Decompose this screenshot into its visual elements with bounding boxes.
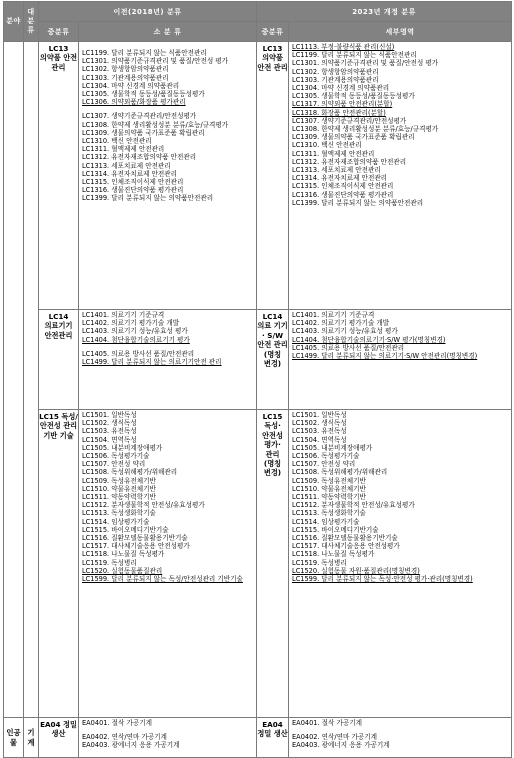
classification-table	[3, 1, 512, 758]
list-item: LC1502. 생식독성	[82, 419, 137, 428]
new-mid-lc14: LC14 의료 기기· S/W 안전 관리 (명칭 변경)	[257, 310, 289, 410]
list-item: LC1508. 독성위해평가/위해관리	[82, 468, 178, 477]
old-items-lc14	[79, 310, 257, 410]
list-item: LC1303. 기관계용의약품관리	[82, 73, 169, 82]
list-item: LC1401. 의료기기 기준규격	[82, 311, 165, 319]
list-item: LC1302. 항생항암의약품관리	[82, 65, 169, 74]
list-item: LC1520. 실험동물품질관리	[82, 566, 163, 575]
list-item: LC1508. 독성위해평가/위해관리	[292, 468, 388, 477]
header-field: 분야	[4, 2, 24, 42]
list-item: LC1504. 면역독성	[292, 435, 347, 444]
list-item: LC1305. 생물학적 동등성/품질동등성평가	[82, 90, 205, 99]
list-item: LC1307. 생약기준규격관리/안전성평가	[82, 112, 197, 121]
header-new-detail: 세부영역	[289, 22, 512, 42]
header-old-sub: 소 분 류	[79, 22, 257, 42]
list-item: LC1518. 나노물질 독성평가	[292, 550, 375, 559]
major-machine: 기계	[24, 718, 39, 758]
old-mid-lc14: LC14 의료기기 안전관리	[39, 310, 79, 410]
list-item: LC1312. 유전자재조합의약품 안전관리	[82, 153, 197, 162]
list-item: LC1518. 나노물질 독성평가	[82, 550, 165, 559]
list-item: LC1315. 인체조직이식제 안전관리	[82, 178, 184, 187]
list-item: LC1306. 의약외품/화장품 평가관리	[82, 98, 186, 107]
list-item: LC1311. 혈액제제 안전관리	[82, 145, 165, 154]
list-item: LC1501. 일반독성	[82, 411, 137, 419]
list-item: LC1520. 실험동물 자원·품질관리(명칭변경)	[292, 566, 420, 575]
list-item: LC1501. 일반독성	[292, 411, 347, 419]
list-item: LC1513. 독성생화학기술	[82, 509, 156, 518]
list-item: LC1404. 첨단융합기술의료기기 평가	[82, 335, 190, 344]
list-item: LC1402. 의료기기 평가기술 개발	[82, 319, 180, 328]
list-item: EA0402. 연삭/연마 가공기계	[82, 733, 167, 742]
header-old-mid: 중분류	[39, 22, 79, 42]
list-item: LC1313. 세포치료제 안전관리	[292, 166, 381, 175]
list-item: LC1113. 부정·불량식품 관리(신설)	[292, 43, 395, 51]
new-mid-ea04: EA04 정밀 생산	[257, 718, 289, 758]
new-mid-lc15: LC15 독성· 안전성 평가· 관리 (명칭 변경)	[257, 410, 289, 718]
list-item: LC1307. 생약기준규격관리/안전성평가	[292, 116, 407, 125]
list-item: LC1499. 달리 분류되지 않는 의료기기안전 관리	[82, 358, 222, 367]
list-item: LC1399. 달리 분류되지 않는 의약품안전관리	[82, 194, 214, 203]
list-item: LC1514. 임상평가기술	[82, 517, 150, 526]
list-item: LC1309. 생물의약품 국가표준품 확립관리	[292, 133, 415, 142]
list-item: LC1301. 의약품기준규격관리 및 품질/안전성 평가	[82, 57, 229, 66]
new-items-lc14	[289, 310, 512, 410]
list-item: LC1403. 의료기기 성능/유효성 평가	[82, 327, 188, 336]
list-item: LC1516. 질환모델동물활용기반기술	[292, 534, 398, 543]
list-item: LC1316. 생물진단의약품 평가관리	[82, 186, 184, 195]
list-item: LC1599. 달리 분류되지 않는 독성·안전성 평가·관리(명칭변경)	[292, 575, 473, 584]
list-item: LC1312. 유전자재조합의약품 안전관리	[292, 157, 407, 166]
list-item: LC1308. 한약제 생리활성성분 분류/효능/규격평가	[82, 120, 229, 129]
new-items-ea04	[289, 718, 512, 758]
list-item: LC1512. 분자생물학적 안전성/유효성평가	[82, 501, 205, 510]
list-item: LC1309. 생물의약품 국가표준품 확립관리	[82, 128, 205, 137]
list-item: EA0401. 절삭 가공기계	[292, 719, 362, 727]
list-item: LC1502. 생식독성	[292, 419, 347, 428]
list-item: LC1515. 바이오메디기반기술	[82, 525, 169, 534]
list-item: LC1509. 독성유전체기반	[292, 476, 366, 485]
list-item: LC1304. 마약 신경계 의약품관리	[292, 84, 390, 93]
list-item: LC1311. 혈액제제 안전관리	[292, 149, 375, 158]
header-old-group: 이전(2018년) 분류	[39, 2, 257, 22]
list-item: LC1401. 의료기기 기준규격	[292, 311, 375, 319]
list-item: LC1402. 의료기기 평가기술 개발	[292, 319, 390, 328]
list-item: LC1315. 인체조직이식제 안전관리	[292, 182, 394, 191]
new-mid-lc13: LC13 의약품 안전 관리	[257, 42, 289, 310]
list-item: LC1503. 유전독성	[292, 427, 347, 436]
header-new-group: 2023년 개정 분류	[257, 2, 512, 22]
list-item: LC1301. 의약품기준규격관리 및 품질/안전성 평가	[292, 59, 439, 68]
list-item: EA0403. 광에너지 응용 가공기계	[82, 741, 180, 750]
new-items-lc15	[289, 410, 512, 718]
list-item: LC1519. 독성병리	[292, 558, 347, 567]
list-item: LC1507. 안전성 약리	[292, 460, 356, 469]
list-item: LC1308. 한약제 생리활성성분 분류/효능/규격평가	[292, 125, 439, 134]
list-item: LC1504. 면역독성	[82, 435, 137, 444]
list-item: LC1507. 안전성 약리	[82, 460, 146, 469]
list-item: LC1305. 생물학적 동등성/품질동등성평가	[292, 92, 415, 101]
list-item: LC1310. 백신 안전관리	[82, 137, 152, 146]
list-item: LC1510. 약물유전체기반	[82, 484, 156, 493]
major-cell-blank	[24, 42, 39, 718]
old-items-lc13	[79, 42, 257, 310]
new-items-lc13	[289, 42, 512, 310]
list-item: LC1405. 의료용 방사선 품질/안전관리	[292, 343, 405, 352]
list-item: LC1314. 유전자치료제 안전관리	[292, 174, 388, 183]
list-item: LC1313. 세포치료제 안전관리	[82, 161, 171, 170]
list-item: LC1318. 화장품 안전관리(분할)	[292, 108, 386, 117]
list-item: LC1513. 독성생화학기술	[292, 509, 366, 518]
header-major: 대분류	[24, 2, 39, 42]
field-artifact: 인공물	[4, 718, 24, 758]
list-item: LC1404. 첨단융합기술의료기기·S/W 평가(명칭변경)	[292, 335, 446, 344]
list-item: EA0402. 연삭/연마 가공기계	[292, 733, 377, 742]
list-item: LC1499. 달리 분류되지 않는 의료기기·S/W 안전관리(명칭변경)	[292, 352, 478, 361]
list-item: LC1405. 의료용 방사선 품질/안전관리	[82, 349, 195, 358]
list-item: EA0401. 절삭 가공기계	[82, 719, 152, 727]
old-mid-lc15: LC15 독성/ 안전성 관리 기반 기술	[39, 410, 79, 718]
list-item: LC1506. 독성평가기술	[82, 452, 150, 461]
list-item: LC1503. 유전독성	[82, 427, 137, 436]
old-items-ea04	[79, 718, 257, 758]
header-new-mid: 중분류	[257, 22, 289, 42]
old-items-lc15	[79, 410, 257, 718]
list-item: LC1519. 독성병리	[82, 558, 137, 567]
list-item: LC1505. 내분비계장애평가	[82, 443, 163, 452]
list-item: LC1314. 유전자치료제 안전관리	[82, 169, 178, 178]
list-item: LC1506. 독성평가기술	[292, 452, 360, 461]
list-item: LC1511. 약동약력학기반	[82, 493, 156, 502]
list-item: LC1515. 바이오메디기반기술	[292, 525, 379, 534]
list-item: LC1514. 임상평가기술	[292, 517, 360, 526]
list-item: LC1510. 약물유전체기반	[292, 484, 366, 493]
list-item: EA0403. 광에너지 응용 가공기계	[292, 741, 390, 750]
list-item: LC1403. 의료기기 성능/유효성 평가	[292, 327, 398, 336]
list-item: LC1511. 약동약력학기반	[292, 493, 366, 502]
list-item: LC1310. 백신 안전관리	[292, 141, 362, 150]
field-cell-blank	[4, 42, 24, 718]
list-item: LC1199. 달리 분류되지 않는 식품안전관리	[292, 51, 417, 60]
list-item: LC1302. 항생항암의약품관리	[292, 67, 379, 76]
old-mid-ea04: EA04 정밀 생산	[39, 718, 79, 758]
list-item: LC1599. 달리 분류되지 않는 독성/안전성관리 기반기술	[82, 575, 243, 584]
list-item: LC1316. 생물진단의약품 평가관리	[292, 190, 394, 199]
list-item: LC1199. 달리 분류되지 않는 식품안전관리	[82, 49, 207, 57]
list-item: LC1399. 달리 분류되지 않는 의약품안전관리	[292, 198, 424, 207]
list-item: LC1304. 마약 신경계 의약품관리	[82, 81, 180, 90]
list-item: LC1516. 질환모델동물활용기반기술	[82, 534, 188, 543]
old-mid-lc13: LC13 의약품 안전 관리	[39, 42, 79, 310]
list-item: LC1517. 대사체기술응용 안전성평가	[292, 542, 400, 551]
list-item: LC1512. 분자생물학적 안전성/유효성평가	[292, 501, 415, 510]
list-item: LC1509. 독성유전체기반	[82, 476, 156, 485]
list-item: LC1317. 의약외품 안전관리(분할)	[292, 100, 393, 109]
list-item: LC1517. 대사체기술응용 안전성평가	[82, 542, 190, 551]
list-item: LC1505. 내분비계장애평가	[292, 443, 373, 452]
list-item: LC1303. 기관계용의약품관리	[292, 75, 379, 84]
